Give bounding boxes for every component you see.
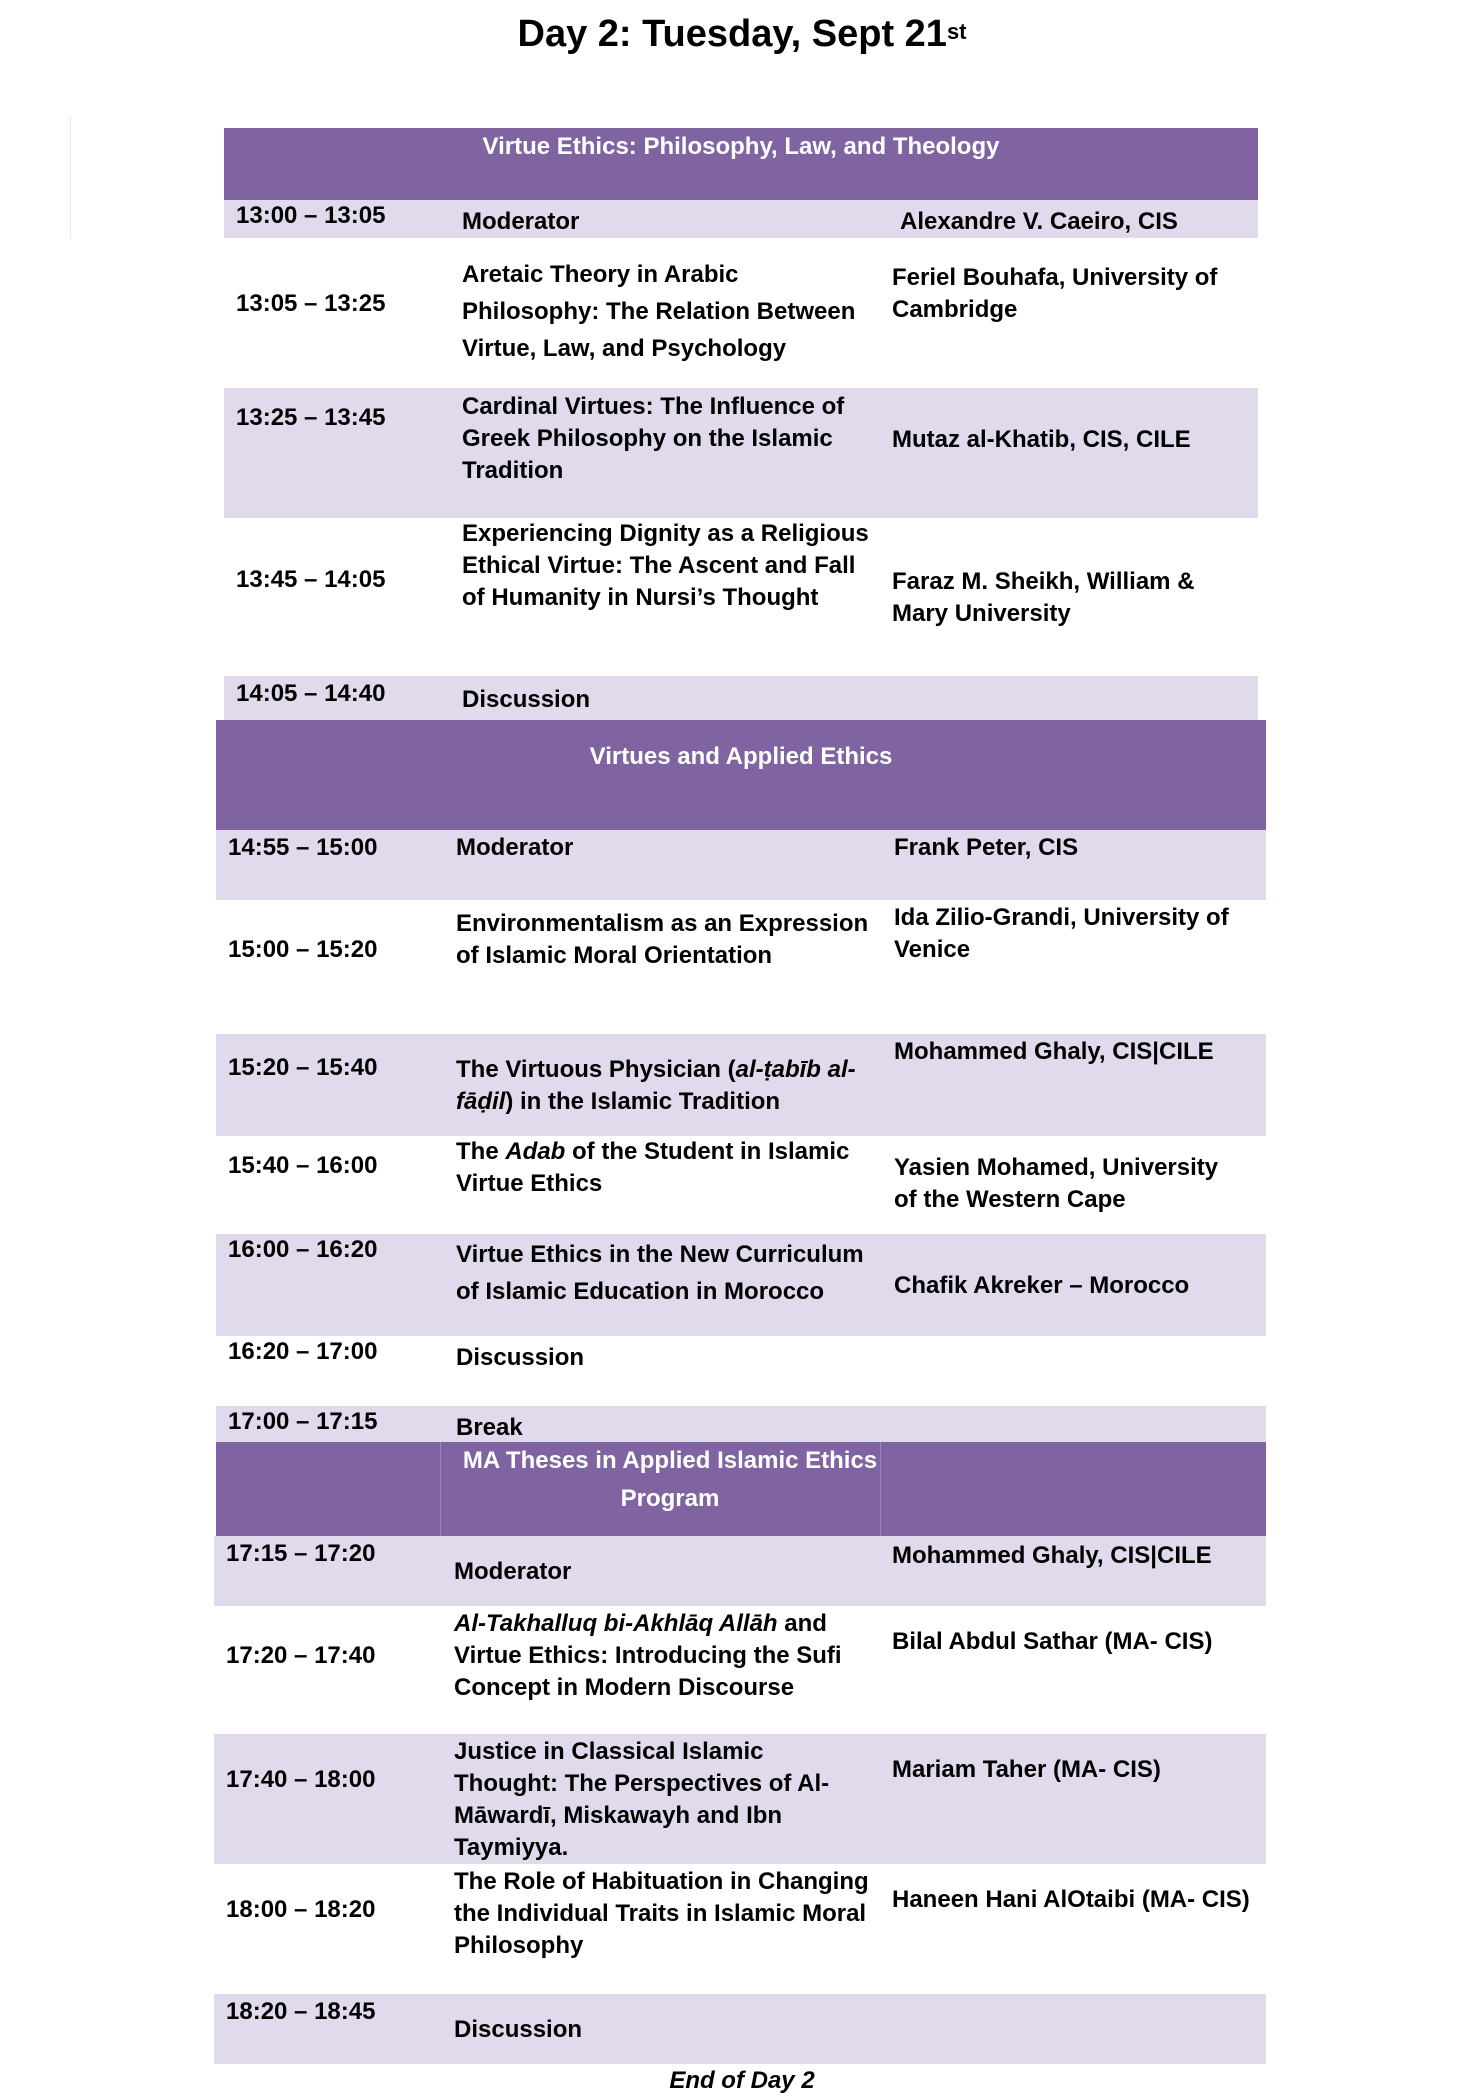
time-cell: 15:40 – 16:00 [228, 1152, 378, 1179]
topic-cell: Moderator [454, 1558, 572, 1585]
schedule-row [224, 200, 1258, 238]
time-cell: 17:00 – 17:15 [228, 1408, 378, 1435]
topic-text: of the Student in Islamic Virtue Ethics [456, 1138, 850, 1197]
schedule-row [216, 830, 1266, 900]
topic-italic: al-ṭabīb al-fāḍil [456, 1056, 856, 1115]
topic-cell: Discussion [456, 1344, 585, 1371]
schedule-row [214, 1606, 1266, 1734]
topic-italic: Al-Takhalluq bi-Akhlāq Allāh [454, 1610, 778, 1637]
schedule-row [224, 238, 1258, 388]
topic-text: ) in the Islamic Tradition [505, 1088, 781, 1115]
topic-cell: Cardinal Virtues: The Influence of Greek Philosophy on the Islamic Tradition [462, 393, 845, 484]
schedule-row [216, 900, 1266, 1034]
topic-cell: Break [456, 1414, 523, 1441]
speaker-cell: Feriel Bouhafa, University of Cambridge [892, 264, 1218, 323]
speaker-cell: Mohammed Ghaly, CIS|CILE [894, 1038, 1214, 1065]
topic-cell [456, 1054, 856, 1118]
time-cell: 17:15 – 17:20 [226, 1540, 376, 1567]
time-cell: 15:20 – 15:40 [228, 1054, 378, 1081]
column-divider [880, 1442, 881, 1536]
time-cell: 13:05 – 13:25 [236, 290, 386, 317]
session-header-2 [216, 720, 1266, 830]
session-title-2: Virtues and Applied Ethics [589, 743, 893, 770]
page-title [0, 8, 1484, 60]
topic-cell: Aretaic Theory in Arabic Philosophy: The Relation Between Virtue, Law, and Psychology [462, 261, 856, 362]
schedule-row [216, 1234, 1266, 1336]
topic-cell: Justice in Classical Islamic Thought: The Perspectives of Al-Māwardī, Miskawayh and Ibn Taymiyya. [454, 1738, 830, 1861]
session-title-1: Virtue Ethics: Philosophy, Law, and Theology [482, 133, 1000, 160]
session-title-3: MA Theses in Applied Islamic Ethics Program [462, 1447, 878, 1512]
topic-text: and Virtue Ethics: Introducing the Sufi Concept in Modern Discourse [454, 1610, 842, 1701]
speaker-cell: Frank Peter, CIS [894, 834, 1079, 861]
speaker-cell: Alexandre V. Caeiro, CIS [900, 208, 1178, 235]
topic-cell: Discussion [454, 2016, 583, 2043]
schedule-row [216, 1034, 1266, 1136]
speaker-cell: Mohammed Ghaly, CIS|CILE [892, 1542, 1212, 1569]
time-cell: 13:00 – 13:05 [236, 202, 386, 229]
margin-rule [70, 116, 71, 238]
topic-cell: Moderator [456, 834, 574, 861]
schedule-row [216, 1406, 1266, 1442]
session-header-3 [216, 1442, 1266, 1536]
topic-text: The [456, 1138, 506, 1165]
topic-text: The Virtuous Physician ( [456, 1056, 736, 1083]
schedule-row [224, 676, 1258, 720]
page-title-text: Day 2: Tuesday, Sept 21 [517, 13, 947, 55]
schedule-row [214, 1994, 1266, 2064]
speaker-cell: Bilal Abdul Sathar (MA- CIS) [892, 1628, 1213, 1655]
topic-cell: Virtue Ethics in the New Curriculum of Islamic Education in Morocco [456, 1241, 864, 1305]
speaker-cell: Chafik Akreker – Morocco [894, 1272, 1190, 1299]
schedule-row [224, 518, 1258, 676]
time-cell: 14:55 – 15:00 [228, 834, 378, 861]
column-divider [440, 1442, 441, 1536]
time-cell: 14:05 – 14:40 [236, 680, 386, 707]
time-cell: 17:40 – 18:00 [226, 1766, 376, 1793]
speaker-cell: Mariam Taher (MA- CIS) [892, 1756, 1161, 1783]
topic-cell: Moderator [462, 208, 580, 235]
topic-cell [454, 1608, 854, 1704]
schedule-row [216, 1336, 1266, 1406]
time-cell: 16:00 – 16:20 [228, 1236, 378, 1263]
topic-italic: Adab [505, 1138, 566, 1165]
schedule-row [224, 388, 1258, 518]
schedule-row [214, 1734, 1266, 1864]
speaker-cell: Mutaz al-Khatib, CIS, CILE [892, 426, 1191, 453]
schedule-row [214, 1864, 1266, 1994]
time-cell: 18:00 – 18:20 [226, 1896, 376, 1923]
time-cell: 13:25 – 13:45 [236, 404, 386, 431]
end-of-day-note: End of Day 2 [669, 2067, 815, 2094]
speaker-cell: Yasien Mohamed, University of the Western Cape [894, 1154, 1219, 1213]
speaker-cell: Ida Zilio-Grandi, University of Venice [894, 904, 1229, 963]
time-cell: 13:45 – 14:05 [236, 566, 386, 593]
topic-cell: The Role of Habituation in Changing the Individual Traits in Islamic Moral Philosophy [454, 1868, 869, 1959]
time-cell: 18:20 – 18:45 [226, 1998, 376, 2025]
session-header-1 [224, 128, 1258, 200]
page-title-suffix: st [946, 19, 967, 44]
time-cell: 16:20 – 17:00 [228, 1338, 378, 1365]
schedule-row [214, 1536, 1266, 1606]
time-cell: 15:00 – 15:20 [228, 936, 378, 963]
time-cell: 17:20 – 17:40 [226, 1642, 376, 1669]
schedule-row [216, 1136, 1266, 1234]
topic-cell: Environmentalism as an Expression of Islamic Moral Orientation [456, 910, 869, 969]
topic-cell: Experiencing Dignity as a Religious Ethical Virtue: The Ascent and Fall of Humanity in Nursi’s Thought [462, 520, 869, 611]
topic-cell: Discussion [462, 686, 591, 713]
speaker-cell: Haneen Hani AlOtaibi (MA- CIS) [892, 1886, 1250, 1913]
topic-cell [456, 1136, 856, 1200]
speaker-cell: Faraz M. Sheikh, William & Mary University [892, 568, 1195, 627]
